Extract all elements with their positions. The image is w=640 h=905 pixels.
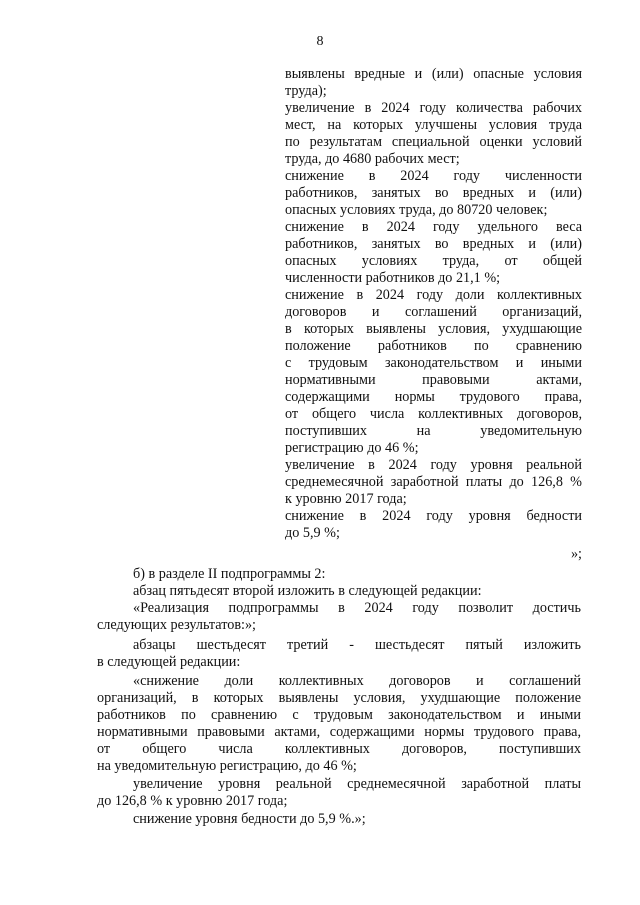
text-line: по результатам специальной оценки условий <box>285 134 582 150</box>
text-line: работников по сравнению с трудовым законодательством и иными <box>97 707 581 723</box>
text-line: мест, на которых улучшены условия труда <box>285 117 582 133</box>
text-line: работников, занятых во вредных и (или) <box>285 185 582 201</box>
text-line: опасных условиях труда, от общей <box>285 253 582 269</box>
closing-quote: »; <box>570 546 582 562</box>
text-line: работников, занятых во вредных и (или) <box>285 236 582 252</box>
text-line: от общего числа коллективных договоров, поступивших <box>97 741 581 757</box>
text-line: абзацы шестьдесят третий - шестьдесят пятый изложить <box>133 637 581 653</box>
text-line: численности работников до 21,1 %; <box>285 270 501 286</box>
text-line: положение работников по сравнению <box>285 338 582 354</box>
text-line: на уведомительную регистрацию, до 46 %; <box>97 758 357 774</box>
text-line: от общего числа коллективных договоров, <box>285 406 582 422</box>
text-line: с трудовым законодательством и иными <box>285 355 582 371</box>
text-line: «снижение доли коллективных договоров и соглашений <box>133 673 581 689</box>
text-line: снижение уровня бедности до 5,9 %.»; <box>133 811 366 827</box>
text-line: увеличение в 2024 году уровня реальной <box>285 457 582 473</box>
text-line: к уровню 2017 года; <box>285 491 407 507</box>
text-line: увеличение уровня реальной среднемесячной заработной платы <box>133 776 581 792</box>
text-line: нормативными правовыми актами, <box>285 372 582 388</box>
text-line: до 5,9 %; <box>285 525 340 541</box>
text-line: абзац пятьдесят второй изложить в следующей редакции: <box>133 583 482 599</box>
text-line: выявлены вредные и (или) опасные условия <box>285 66 582 82</box>
text-line: снижение в 2024 году доли коллективных <box>285 287 582 303</box>
text-line: снижение в 2024 году численности <box>285 168 582 184</box>
text-line: среднемесячной заработной платы до 126,8 % <box>285 474 582 490</box>
text-line: труда, до 4680 рабочих мест; <box>285 151 460 167</box>
text-line: договоров и соглашений организаций, <box>285 304 582 320</box>
text-line: «Реализация подпрограммы в 2024 году позволит достичь <box>133 600 581 616</box>
text-line: в которых выявлены условия, ухудшающие <box>285 321 582 337</box>
text-line: поступивших на уведомительную <box>285 423 582 439</box>
text-line: до 126,8 % к уровню 2017 года; <box>97 793 288 809</box>
text-line: труда); <box>285 83 327 99</box>
text-line: опасных условиях труда, до 80720 человек; <box>285 202 548 218</box>
text-line: регистрацию до 46 %; <box>285 440 419 456</box>
text-line: организаций, в которых выявлены условия, ухудшающие положение <box>97 690 581 706</box>
text-line: в следующей редакции: <box>97 654 241 670</box>
text-line: б) в разделе II подпрограммы 2: <box>133 566 326 582</box>
page-number: 8 <box>316 34 324 49</box>
text-line: содержащими нормы трудового права, <box>285 389 582 405</box>
text-line: увеличение в 2024 году количества рабочих <box>285 100 582 116</box>
text-line: снижение в 2024 году уровня бедности <box>285 508 582 524</box>
text-line: нормативными правовыми актами, содержащими нормы трудового права, <box>97 724 581 740</box>
text-line: снижение в 2024 году удельного веса <box>285 219 582 235</box>
text-line: следующих результатов:»; <box>97 617 256 633</box>
